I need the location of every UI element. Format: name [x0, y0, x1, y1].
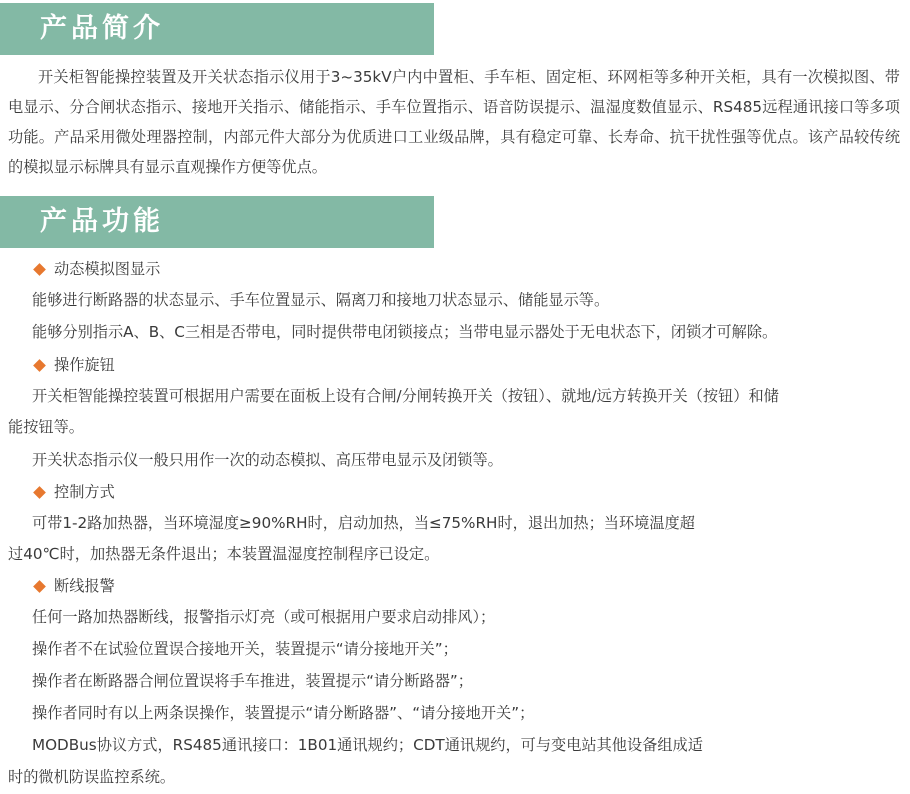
feature-text: 操作者在断路器合闸位置误将手车推进，装置提示“请分断路器”；	[32, 672, 473, 690]
feature-text: 操作者同时有以上两条误操作，装置提示“请分断路器”、“请分接地开关”；	[32, 704, 535, 722]
diamond-bullet-icon	[33, 580, 46, 593]
diamond-bullet-icon	[33, 486, 46, 499]
feature-heading-label: 断线报警	[54, 577, 115, 595]
intro-paragraph: 开关柜智能操控装置及开关状态指示仪用于3~35kV户内中置柜、手车柜、固定柜、环网柜等多种开关柜，具有一次模拟图、带电显示、分合闸状态指示、接地开关指示、储能指示、手车位置指示、语音防误提示、温湿度数值显示、RS485远程通讯接口等多项功能。产品采用微处理器控制，内部元件大部分为优质进口工业级品牌，具有稳定可靠、长寿命、抗干扰性强等优点。该产品较传统的模拟显示标牌具有显示直观操作方便等优点。	[8, 68, 900, 176]
feature-text: 过40℃时，加热器无条件退出；本装置温湿度控制程序已设定。	[8, 545, 440, 563]
feature-text: 开关柜智能操控装置可根据用户需要在面板上设有合闸/分闸转换开关（按钮）、就地/远方转换开关（按钮）和储	[32, 387, 779, 405]
feature-text: 时的微机防误监控系统。	[8, 768, 176, 786]
feature-text: 可带1-2路加热器，当环境湿度≥90%RH时，启动加热，当≤75%RH时，退出加热；当环境温度超	[32, 514, 695, 532]
feature-text: 任何一路加热器断线，报警指示灯亮（或可根据用户要求启动排风）；	[32, 608, 496, 626]
feature-text: MODBus协议方式，RS485通讯接口：1B01通讯规约；CDT通讯规约，可与变电站其他设备组成适	[32, 736, 703, 754]
feature-heading-label: 操作旋钮	[54, 356, 115, 374]
feature-text: 能按钮等。	[8, 418, 84, 436]
diamond-bullet-icon	[33, 359, 46, 372]
feature-text: 能够分别指示A、B、C三相是否带电，同时提供带电闭锁接点；当带电显示器处于无电状态下，闭锁才可解除。	[32, 323, 778, 341]
feature-text: 操作者不在试验位置误合接地开关，装置提示“请分接地开关”；	[32, 640, 458, 658]
section-title-intro: 产品简介	[0, 3, 434, 55]
feature-heading-alarm	[32, 571, 115, 601]
feature-heading-label: 控制方式	[54, 483, 115, 501]
feature-heading-label: 动态模拟图显示	[54, 260, 161, 278]
section-title-features: 产品功能	[0, 196, 434, 248]
feature-heading-knob	[32, 350, 115, 380]
feature-heading-dynamic-display	[32, 254, 160, 284]
feature-heading-control	[32, 477, 115, 507]
feature-text: 开关状态指示仪一般只用作一次的动态模拟、高压带电显示及闭锁等。	[32, 451, 503, 469]
diamond-bullet-icon	[33, 263, 46, 276]
feature-text: 能够进行断路器的状态显示、手车位置显示、隔离刀和接地刀状态显示、储能显示等。	[32, 291, 610, 309]
